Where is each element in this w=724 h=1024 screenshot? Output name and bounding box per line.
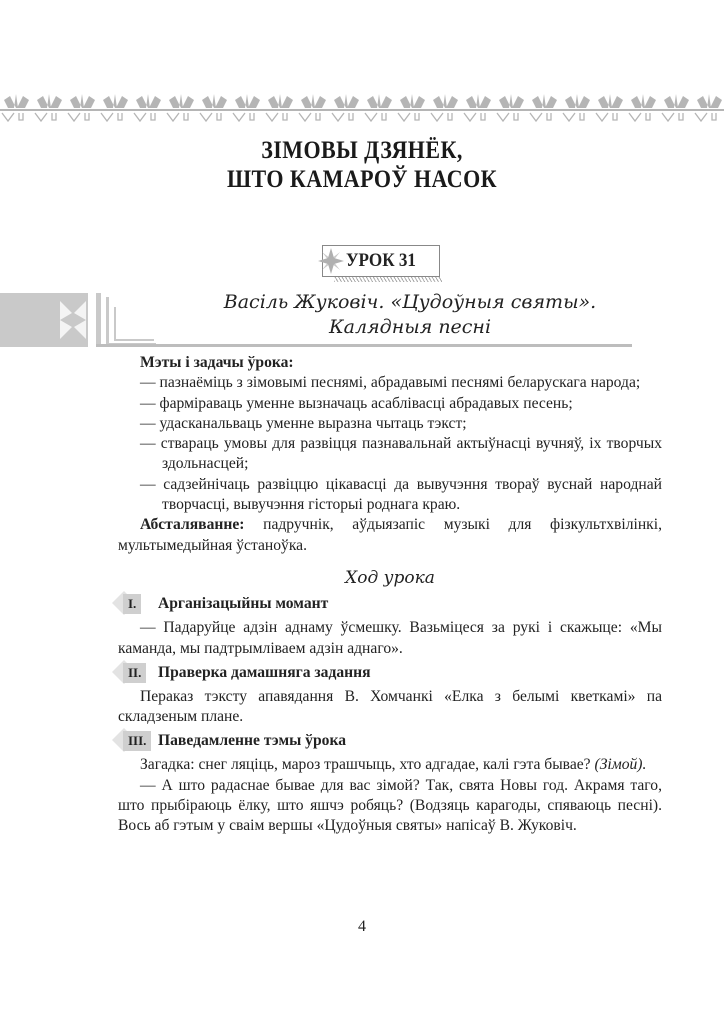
lesson-subtitle-line2: Калядныя песні — [328, 316, 492, 338]
goal-item: — ствараць умовы для развіцця пазнавальнай актыўнасці вучняў, іх творчых здольнасцей; — [140, 435, 662, 473]
riddle-answer: (Зімой). — [594, 756, 647, 774]
stage-heading — [118, 731, 662, 753]
lesson-content — [118, 353, 662, 837]
equipment-label: Абсталяванне: — [140, 516, 245, 534]
stage-heading — [118, 663, 662, 685]
course-heading: Ход урока — [345, 567, 435, 588]
lesson-number: УРОК 31 — [346, 250, 416, 271]
stage-title: Арганізацыйны момант — [158, 595, 329, 613]
stage-title: Паведамленне тэмы ўрока — [158, 732, 346, 750]
lesson-subtitle-line1: Васіль Жуковіч. «Цудоўныя святы». — [223, 291, 597, 313]
stage-number: II. — [123, 663, 146, 683]
subtitle-underline — [96, 344, 632, 347]
stage-text: Пераказ тэксту апавядання В. Хомчанкі «Елка з белымі кветкамі» па складзеным плане. — [118, 687, 662, 726]
stage-heading — [118, 594, 662, 616]
chapter-title-line1: ЗІМОВЫ ДЗЯНЁК, — [261, 137, 463, 164]
chapter-title — [43, 136, 680, 194]
goal-item: — садзейнічаць развіццю цікавасці да вывучэння твораў вуснай народнай творчасці, вывучэння гісторыі роднага краю. — [140, 475, 662, 514]
goal-item: — пазнаёміць з зімовымі песнямі, абрадавымі песнямі беларускага народа; — [140, 374, 641, 392]
decorative-band — [0, 293, 88, 347]
stage-number: III. — [123, 731, 151, 751]
band-ornament-icon — [0, 293, 88, 347]
riddle-text: Загадка: снег ляціць, мароз трашчыць, хто адгадае, калі гэта бывае? — [140, 756, 595, 774]
lesson-subtitle — [150, 290, 670, 340]
folk-ornament-border — [0, 90, 724, 124]
band-lines-decoration — [96, 293, 156, 347]
riddle-paragraph — [118, 755, 662, 775]
stage-text: — А што радаснае бывае для вас зімой? Так, свята Новы год. Акрамя таго, што прыбіраюць ёлку, што яшчэ робяць? (Водзяць карагоды, спяваюць песні). Вось аб гэтым у сваім вершы «Цудоўныя святы» напісаў В. Жуковіч. — [118, 776, 662, 835]
equipment-text: падручнік, аўдыязапіс музыкі для фізкультхвілінкі, мультымедыйная ўстаноўка. — [118, 516, 662, 554]
equipment-paragraph — [118, 515, 662, 556]
lesson-box-shadow — [334, 277, 442, 282]
goal-item: — фарміраваць уменне вызначаць асаблівасці абрадавых песень; — [140, 394, 573, 412]
stage-title: Праверка дамашняга задання — [158, 663, 371, 681]
stage-number: I. — [123, 594, 141, 614]
goal-item: — удасканальваць уменне выразна чытаць тэкст; — [140, 414, 467, 432]
stage-text: — Падаруйце адзін аднаму ўсмешку. Вазьміцеся за рукі і скажыце: «Мы каманда, мы падтрымліваем адзін аднаго». — [118, 619, 662, 657]
chapter-title-line2: ШТО КАМАРОЎ НАСОК — [226, 166, 498, 193]
page-number: 4 — [358, 918, 366, 935]
goals-heading: Мэты і задачы ўрока: — [140, 354, 294, 371]
star-ornament-icon — [317, 247, 345, 275]
